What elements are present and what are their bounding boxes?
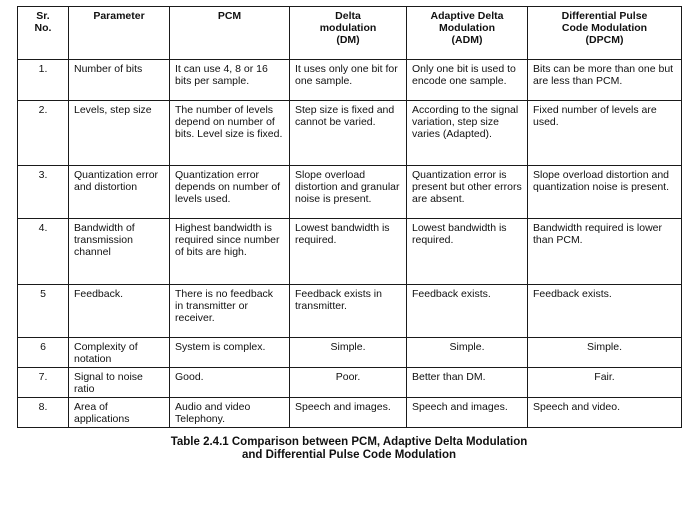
cell-pcm: System is complex.	[170, 338, 290, 368]
header-parameter: Parameter	[69, 7, 170, 60]
table-row	[18, 338, 682, 368]
table-header-row	[18, 7, 682, 60]
cell-parameter: Complexity of notation	[69, 338, 170, 368]
cell-parameter: Area of applications	[69, 398, 170, 428]
cell-adm: Feedback exists.	[407, 285, 528, 338]
cell-sr: 5	[18, 285, 69, 338]
header-dm: Delta modulation (DM)	[290, 7, 407, 60]
comparison-table	[17, 6, 682, 428]
cell-pcm: There is no feedback in transmitter or receiver.	[170, 285, 290, 338]
cell-dm: Lowest bandwidth is required.	[290, 219, 407, 285]
cell-pcm: It can use 4, 8 or 16 bits per sample.	[170, 60, 290, 101]
cell-dm: Speech and images.	[290, 398, 407, 428]
cell-parameter: Levels, step size	[69, 101, 170, 166]
cell-dpcm: Feedback exists.	[528, 285, 682, 338]
cell-adm: Lowest bandwidth is required.	[407, 219, 528, 285]
cell-dm: Feedback exists in transmitter.	[290, 285, 407, 338]
cell-dpcm: Fair.	[528, 368, 682, 398]
cell-adm: Only one bit is used to encode one sample.	[407, 60, 528, 101]
cell-sr: 1.	[18, 60, 69, 101]
caption-line-1: Table 2.4.1 Comparison between PCM, Adaptive Delta Modulation	[170, 436, 528, 448]
table-row	[18, 60, 682, 101]
cell-adm: Quantization error is present but other errors are absent.	[407, 166, 528, 219]
cell-pcm: Audio and video Telephony.	[170, 398, 290, 428]
cell-adm: According to the signal variation, step size varies (Adapted).	[407, 101, 528, 166]
table-caption	[17, 436, 681, 462]
cell-dpcm: Bandwidth required is lower than PCM.	[528, 219, 682, 285]
cell-parameter: Quantization error and distortion	[69, 166, 170, 219]
document-page	[17, 6, 681, 462]
cell-pcm: The number of levels depend on number of bits. Level size is fixed.	[170, 101, 290, 166]
cell-parameter: Feedback.	[69, 285, 170, 338]
table-row	[18, 219, 682, 285]
table-row	[18, 398, 682, 428]
cell-adm: Better than DM.	[407, 368, 528, 398]
cell-pcm: Quantization error depends on number of levels used.	[170, 166, 290, 219]
header-sr-no: Sr. No.	[18, 7, 69, 60]
header-dpcm: Differential Pulse Code Modulation (DPCM)	[528, 7, 682, 60]
header-pcm: PCM	[170, 7, 290, 60]
cell-sr: 4.	[18, 219, 69, 285]
cell-adm: Speech and images.	[407, 398, 528, 428]
cell-dpcm: Bits can be more than one but are less than PCM.	[528, 60, 682, 101]
cell-parameter: Number of bits	[69, 60, 170, 101]
cell-dm: It uses only one bit for one sample.	[290, 60, 407, 101]
cell-pcm: Good.	[170, 368, 290, 398]
cell-dpcm: Speech and video.	[528, 398, 682, 428]
cell-sr: 7.	[18, 368, 69, 398]
table-row	[18, 166, 682, 219]
cell-dm: Simple.	[290, 338, 407, 368]
cell-dpcm: Fixed number of levels are used.	[528, 101, 682, 166]
header-adm: Adaptive Delta Modulation (ADM)	[407, 7, 528, 60]
cell-adm: Simple.	[407, 338, 528, 368]
cell-parameter: Signal to noise ratio	[69, 368, 170, 398]
cell-sr: 8.	[18, 398, 69, 428]
cell-dpcm: Simple.	[528, 338, 682, 368]
cell-dpcm: Slope overload distortion and quantization noise is present.	[528, 166, 682, 219]
cell-dm: Slope overload distortion and granular noise is present.	[290, 166, 407, 219]
table-row	[18, 368, 682, 398]
cell-sr: 2.	[18, 101, 69, 166]
caption-line-2: and Differential Pulse Code Modulation	[241, 449, 457, 461]
table-row	[18, 285, 682, 338]
cell-pcm: Highest bandwidth is required since number of bits are high.	[170, 219, 290, 285]
cell-sr: 6	[18, 338, 69, 368]
cell-dm: Step size is fixed and cannot be varied.	[290, 101, 407, 166]
table-row	[18, 101, 682, 166]
cell-parameter: Bandwidth of transmission channel	[69, 219, 170, 285]
cell-dm: Poor.	[290, 368, 407, 398]
cell-sr: 3.	[18, 166, 69, 219]
